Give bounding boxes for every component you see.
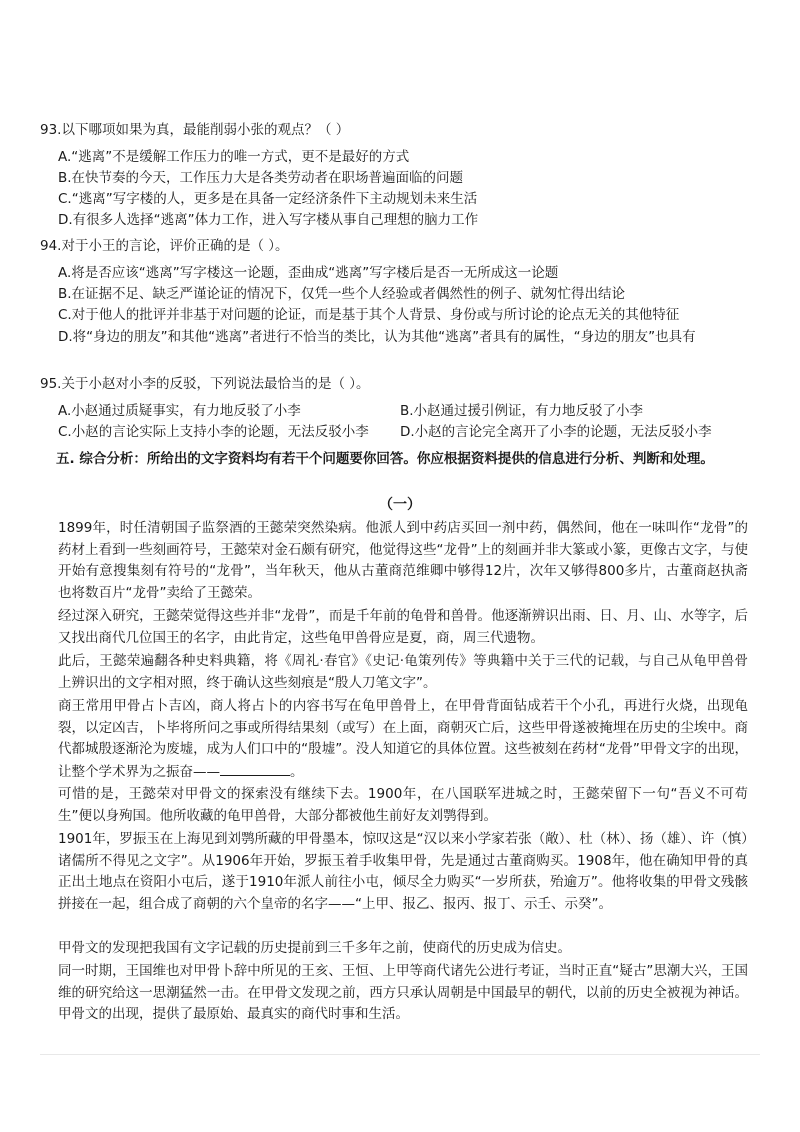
passage-paragraph-3: 此后，王懿荣遍翻各种史料典籍，将《周礼·春官》《史记·龟策列传》等典籍中关于三代的记载，与自己从龟甲兽骨上辨识出的文字相对照，终于确认这些刻痕是“殷人刀笔文字”。	[58, 653, 748, 691]
question-95-stem: 95.关于小赵对小李的反驳，下列说法最恰当的是（ ）。	[40, 376, 370, 392]
question-94-option-c: C.对于他人的批评并非基于对问题的论证，而是基于其个人背景、身份或与所讨论的论点无关的其他特征	[58, 307, 680, 323]
question-94-option-b: B.在证据不足、缺乏严谨论证的情况下，仅凭一些个人经验或者偶然性的例子、就匆忙得出结论	[58, 286, 626, 302]
section-heading: 五. 综合分析：所给出的文字资料均有若干个问题要你回答。你应根据资料提供的信息进行分析、判断和处理。	[56, 451, 714, 467]
passage-paragraph-8: 同一时期，王国维也对甲骨卜辞中所见的王亥、王恒、上甲等商代诸先公进行考证，当时正直“疑古”思潮大兴，王国维的研究给这一思潮猛然一击。在甲骨文发现之前，西方只承认周朝是中国最早的朝代，以前的历史全被视为神话。甲骨文的出现，提供了最原始、最真实的商代时事和生活。	[58, 963, 748, 1023]
question-94-stem: 94.对于小王的言论，评价正确的是（ ）。	[40, 238, 289, 254]
section-subheading: （一）	[379, 497, 421, 513]
footer-divider	[40, 1054, 760, 1055]
passage-paragraph-6: 1901年，罗振玉在上海见到刘鹗所藏的甲骨墨本，惊叹这是“汉以来小学家若张（敞）、杜（林）、扬（雄）、许（慎）诸儒所不得见之文字”。从1906年开始，罗振玉着手收集甲骨，先是通过古董商购买。1908年，他在确知甲骨的真正出土地点在资阳小屯后，遂于1910年派人前往小屯，倾尽全力购买“一岁所获，殆逾万”。他将收集的甲骨文残骸拼接在一起，组合成了商朝的六个皇帝的名字——“上甲、报乙、报丙、报丁、示壬、示癸”。	[58, 831, 748, 912]
question-93-option-c: C.“逃离”写字楼的人，更多是在具备一定经济条件下主动规划未来生活	[58, 191, 478, 207]
question-93-option-b: B.在快节奏的今天，工作压力大是各类劳动者在职场普遍面临的问题	[58, 170, 464, 186]
question-93-option-a: A.“逃离”不是缓解工作压力的唯一方式，更不是最好的方式	[58, 149, 410, 165]
passage-paragraph-4-text: 商王常用甲骨占卜吉凶，商人将占卜的内容书写在龟甲兽骨上，在甲骨背面钻成若干个小孔，再进行火烧，出现龟裂，以定凶吉，卜毕将所问之事或所得结果刻（或写）在上面，商朝灭亡后，这些甲骨遂被掩埋在历史的尘埃中。商代都城殷逐渐沦为废墟，成为人们口中的“殷墟”。没人知道它的具体位置。这些被刻在药材“龙骨”甲骨文字的出现，让整个学术界为之振奋——	[58, 698, 748, 780]
fill-in-blank	[220, 761, 290, 776]
question-93-stem: 93.以下哪项如果为真，最能削弱小张的观点？（ ）	[40, 122, 350, 138]
passage-paragraph-1: 1899年，时任清朝国子监祭酒的王懿荣突然染病。他派人到中药店买回一剂中药，偶然间，他在一味叫作“龙骨”的药材上看到一些刻画符号，王懿荣对金石颇有研究，他觉得这些“龙骨”上的刻画并非大篆或小篆，更像古文字，与使开始有意搜集刻有符号的“龙骨”，当年秋天，他从古董商范维卿中够得12片，次年又够得800多片，古董商赵执斋也将数百片“龙骨”卖给了王懿荣。	[58, 520, 748, 601]
passage-paragraph-4-end: 。	[290, 763, 304, 780]
passage-paragraph-7: 甲骨文的发现把我国有文字记载的历史提前到三千多年之前，使商代的历史成为信史。	[58, 940, 571, 956]
passage-paragraph-4	[58, 696, 748, 783]
passage-paragraph-5: 可惜的是，王懿荣对甲骨文的探索没有继续下去。1900年，在八国联军进城之时，王懿荣留下一句“吾义不可苟生”便以身殉国。他所收藏的龟甲兽骨，大部分都被他生前好友刘鹗得到。	[58, 786, 748, 824]
question-94-option-a: A.将是否应该“逃离”写字楼这一论题，歪曲成“逃离”写字楼后是否一无所成这一论题	[58, 265, 559, 281]
question-95-option-c: C.小赵的言论实际上支持小李的论题，无法反驳小李	[58, 424, 369, 440]
question-93-option-d: D.有很多人选择“逃离”体力工作，进入写字楼从事自己理想的脑力工作	[58, 212, 479, 228]
question-95-option-a: A.小赵通过质疑事实，有力地反驳了小李	[58, 403, 301, 419]
passage-paragraph-2: 经过深入研究，王懿荣觉得这些并非“龙骨”，而是千年前的龟骨和兽骨。他逐渐辨识出雨、日、月、山、水等字，后又找出商代几位国王的名字，由此肯定，这些龟甲兽骨应是夏，商，周三代遗物。	[58, 608, 748, 646]
question-95-option-b: B.小赵通过援引例证，有力地反驳了小李	[400, 403, 644, 419]
question-94-option-d: D.将“身边的朋友”和其他“逃离”者进行不恰当的类比，认为其他“逃离”者具有的属性，“身边的朋友”也具有	[58, 329, 696, 345]
question-95-option-d: D.小赵的言论完全离开了小李的论题，无法反驳小李	[400, 424, 712, 440]
